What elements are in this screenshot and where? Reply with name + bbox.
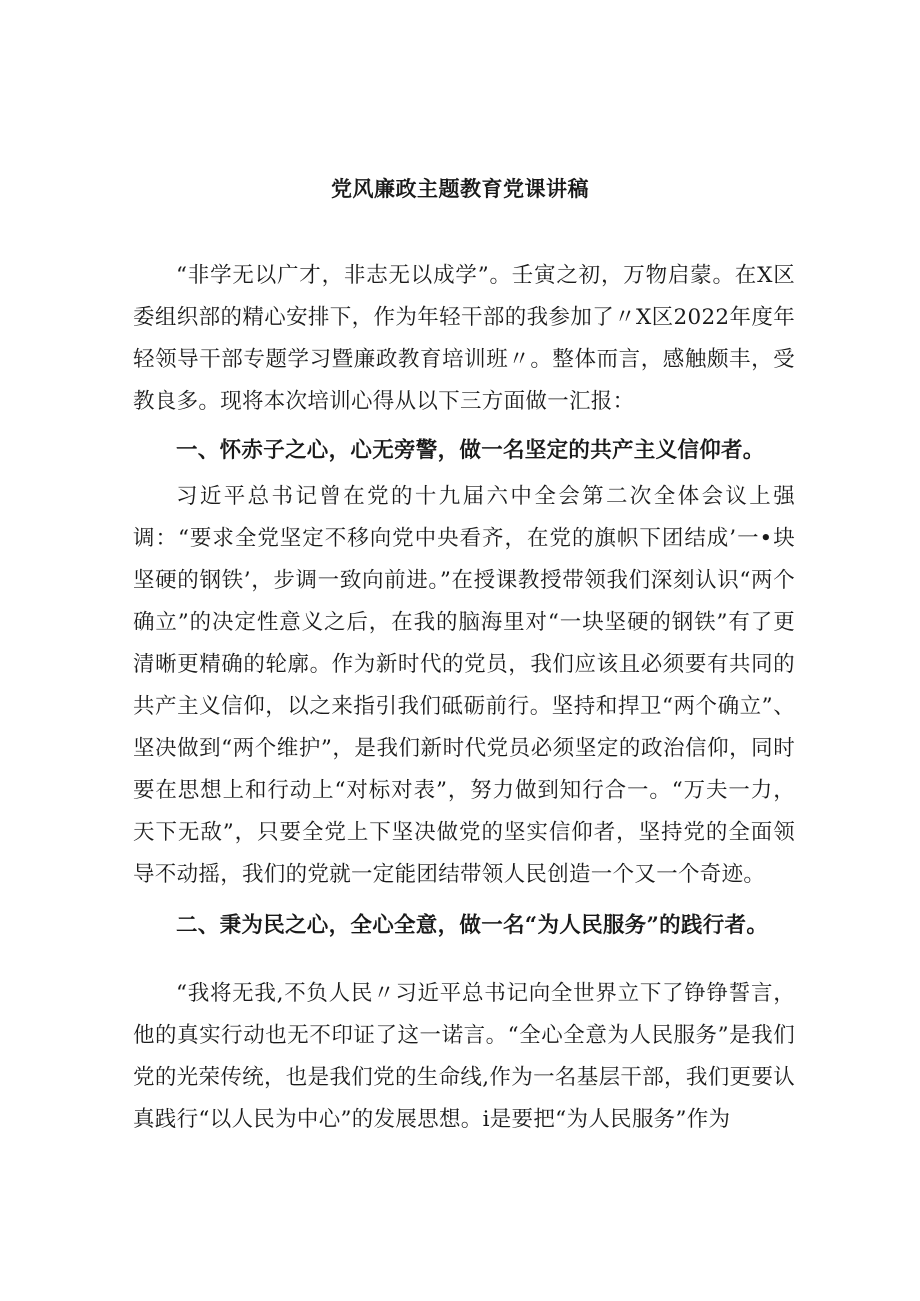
paragraph-section-1: 习近平总书记曾在党的十九届六中全会第二次全体会议上强调：“要求全党坚定不移向党中央看齐，在党的旗帜下团结成’一•块坚硬的钢铁’，步调一致向前进。”在授课教授带领我们深刻认识“两个确立”的决定性意义之后，在我的脑海里对“一块坚硬的钢铁”有了更清晰更精确的轮廓。作为新时代的党员，我们应该且必须要有共同的共产主义信仰，以之来指引我们砥砺前行。坚持和捍卫“两个确立”、坚决做到“两个维护”，是我们新时代党员必须坚定的政治信仰，同时要在思想上和行动上“对标对表”，努力做到知行合一。“万夫一力，天下无敌”，只要全党上下坚决做党的坚实信仰者，坚持党的全面领导不动摇，我们的党就一定能团结带领人民创造一个又一个奇迹。 xyxy=(133,484,795,887)
section-heading-1: 一、怀赤子之心，心无旁警，做一名坚定的共产主义信仰者。 xyxy=(176,438,765,463)
paragraph-section-2: “我将无我,不负人民〃习近平总书记向全世界立下了铮铮誓言，他的真实行动也无不印证了这一诺言。“全心全意为人民服务”是我们党的光荣传统，也是我们党的生命线,作为一名基层干部，我们更要认真践行“以人民为中心”的发展思想。i是要把“为人民服务”作为 xyxy=(133,981,795,1132)
section-heading-2: 二、秉为民之心，全心全意，做一名“为人民服务”的践行者。 xyxy=(176,913,769,938)
document-title: 党风廉政主题教育党课讲稿 xyxy=(331,176,589,201)
paragraph-intro: “非学无以广才，非志无以成学”。壬寅之初，万物启蒙。在X区委组织部的精心安排下，作为年轻干部的我参加了〃X区2022年度年轻领导干部专题学习暨廉政教育培训班〃。整体而言，感触颇丰，受教良多。现将本次培训心得从以下三方面做一汇报： xyxy=(133,263,795,414)
